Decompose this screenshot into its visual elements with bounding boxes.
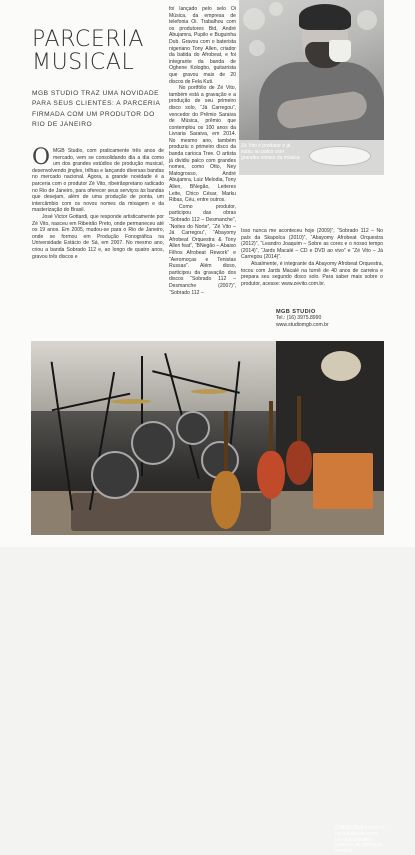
paragraph-text: MGB Studio, com praticamente três anos de mercado, vem se consolidando dia a dia como um dos grandes estúdios de produção musical, desenvolvendo jingles, trilhas e lançando diversas bandas no mercado nacional. Agora, a grande novidade é a parceria com o produtor Zé Vito, ribeirãopretano radicado no Rio de Janeiro, para oferecer seus serviços às bandas que desejam, além de uma produção de ponta, um intercâmbio com os novos nomes da mixagem e da masterização do Brasil. [32, 148, 164, 214]
portrait-photo [239, 0, 384, 175]
studio-phone: Tel.: (16) 3975.8990 [276, 315, 322, 322]
paragraph: Atualmente, é integrante da Abayomy Afrobeat Orquestra, tocou com Jards Macalé na turnê de 40 anos de carreira e prepara seu segundo disco solo. Para saber mais sobre o produtor, acesse: www.zevito.com.br. [241, 260, 383, 287]
text-column-1 [32, 145, 164, 333]
paragraph: Isso nunca me aconteceu hoje (2009)”, “Sobrado 112 – No país da Skapolca (2010)”, “Abayomy Afrobeat Orquestra (2012)”, “Leandro Joaquim – Sobre as cores e o nosso tempo (2014)”, “Jards Macalé – CD e DVD ao vivo” e “Zé Vito – Já Carregou (2014)”. [241, 228, 383, 261]
photo-caption: O MGB Studio vem se consolidando como um dos grandes estúdios de produção musical [335, 825, 385, 855]
headline-line-2: MUSICAL [32, 50, 135, 75]
studio-contact [276, 309, 376, 328]
paragraph: José Victor Gottardi, que responde artisticamente por Zé Vito, nasceu em Ribeirão Preto, onde permaneceu até os 19 anos. Em 2005, mudou-se para o Rio de Janeiro, onde se formou em Produção Fonográfica na Universidade Estácio de Sá, em 2007. No mesmo ano, criou a banda Sobrado 112 e, ao longo de quatro anos, gravou três discos e [32, 213, 164, 260]
photo-caption: Zé Vito é produtor e já subiu ao palco com grandes nomes da música [241, 143, 300, 161]
studio-website: www.studiomgb.com.br [276, 321, 329, 328]
paragraph [32, 145, 164, 214]
paragraph: foi lançado pelo selo Oi Música, da empresa de telefonia Oi. Trabalhou com os produtores Bid, André Abujamra, Pupilo e Buguinha Dub. Gravou com o baterista nigeriano Tony Allen, criador da batida do Afrobeat, e foi integrante da banda de Oghene Kologbo, guitarrista que gravou mais de 20 discos de Fela Kuti. [169, 6, 236, 85]
paragraph: Como produtor, participou das obras “Sobrado 112 – Desmanche”, “Noites do Norte”, “Zé Vito – Já Carregou”, “Abayomy Afrobeat Orquestra & Tony Allen feat”, “BNegão – Abaixo Filhos Afrobeat Rework” e “Aeromoças e Tenistas Russas”. Além disso, participou da gravação dos discos “Sobrado 112 – Desmanche (2007)”, “Sobrado 112 – [169, 203, 236, 296]
text-column-3 [241, 228, 383, 300]
article-subhead: MGB STUDIO TRAZ UMA NOVIDADE PARA SEUS CLIENTES: A PARCERIA FIRMADA COM UM PRODUTOR DO RIO DE JANEIRO [32, 90, 160, 129]
headline-line-1: PARCERIA [32, 27, 144, 52]
studio-name: MGB STUDIO [276, 309, 316, 315]
drop-cap: O [32, 145, 51, 170]
text-column-2 [169, 6, 236, 333]
paragraph: No portfólio de Zé Vito, também está a gravação e a produção de seu primeiro disco solo, “Já Carregou”, vencedor do Prêmio Saraiva de Música, prêmio que contemplou os 100 anos da Livraria Saraiva, em 2014. No mesmo ano, também produziu o primeiro disco da banda carioca Tree. O artista já dividiu palco com grandes nomes, como Otto, Ney Matogrosso, André Abujamra, Luiz Melodia, Tony Allen, BNegão, Leiteres Leite, Chico César, Marku Ribas, Céu, entre outros. [169, 85, 236, 204]
studio-photo [31, 341, 385, 855]
